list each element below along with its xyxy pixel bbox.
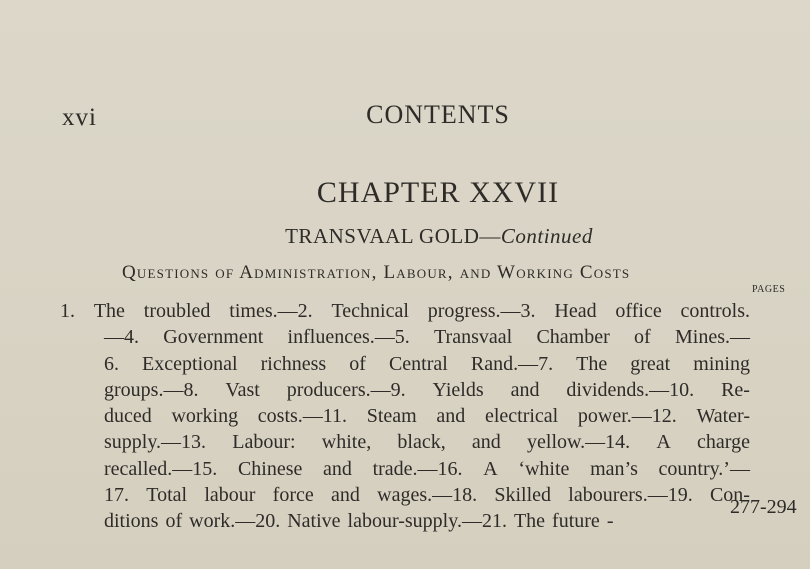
entry-line: 1. The troubled times.—2. Technical progress.—3. Head office controls.	[60, 300, 750, 322]
page-number: xvi	[62, 104, 97, 131]
chapter-title-main: TRANSVAAL GOLD—	[285, 224, 501, 248]
entry-line: recalled.—15. Chinese and trade.—16. A ‘white man’s country.’—	[104, 457, 750, 480]
entry-line: duced working costs.—11. Steam and electrical power.—12. Water-	[104, 405, 750, 428]
entry-line: supply.—13. Labour: white, black, and yellow.—14. A charge	[104, 431, 750, 454]
chapter-title-continued: Continued	[500, 224, 593, 248]
contents-entry	[60, 298, 750, 535]
running-head: CONTENTS	[366, 100, 510, 129]
pages-label: PAGES	[752, 284, 786, 295]
chapter-number: CHAPTER XXVII	[316, 176, 560, 209]
chapter-title	[0, 224, 810, 249]
section-title: Questions of Administration, Labour, and Working Costs	[122, 262, 631, 283]
entry-line: 17. Total labour force and wages.—18. Skilled labourers.—19. Con-	[104, 484, 750, 507]
entry-line: 6. Exceptional richness of Central Rand.—7. The great mining	[104, 352, 750, 375]
entry-line: —4. Government influences.—5. Transvaal Chamber of Mines.—	[104, 326, 750, 349]
page-range: 277-294	[730, 496, 797, 518]
entry-line: groups.—8. Vast producers.—9. Yields and dividends.—10. Re-	[104, 378, 750, 401]
entry-line: ditions of work.—20. Native labour-supply.—21. The future -	[104, 510, 614, 533]
